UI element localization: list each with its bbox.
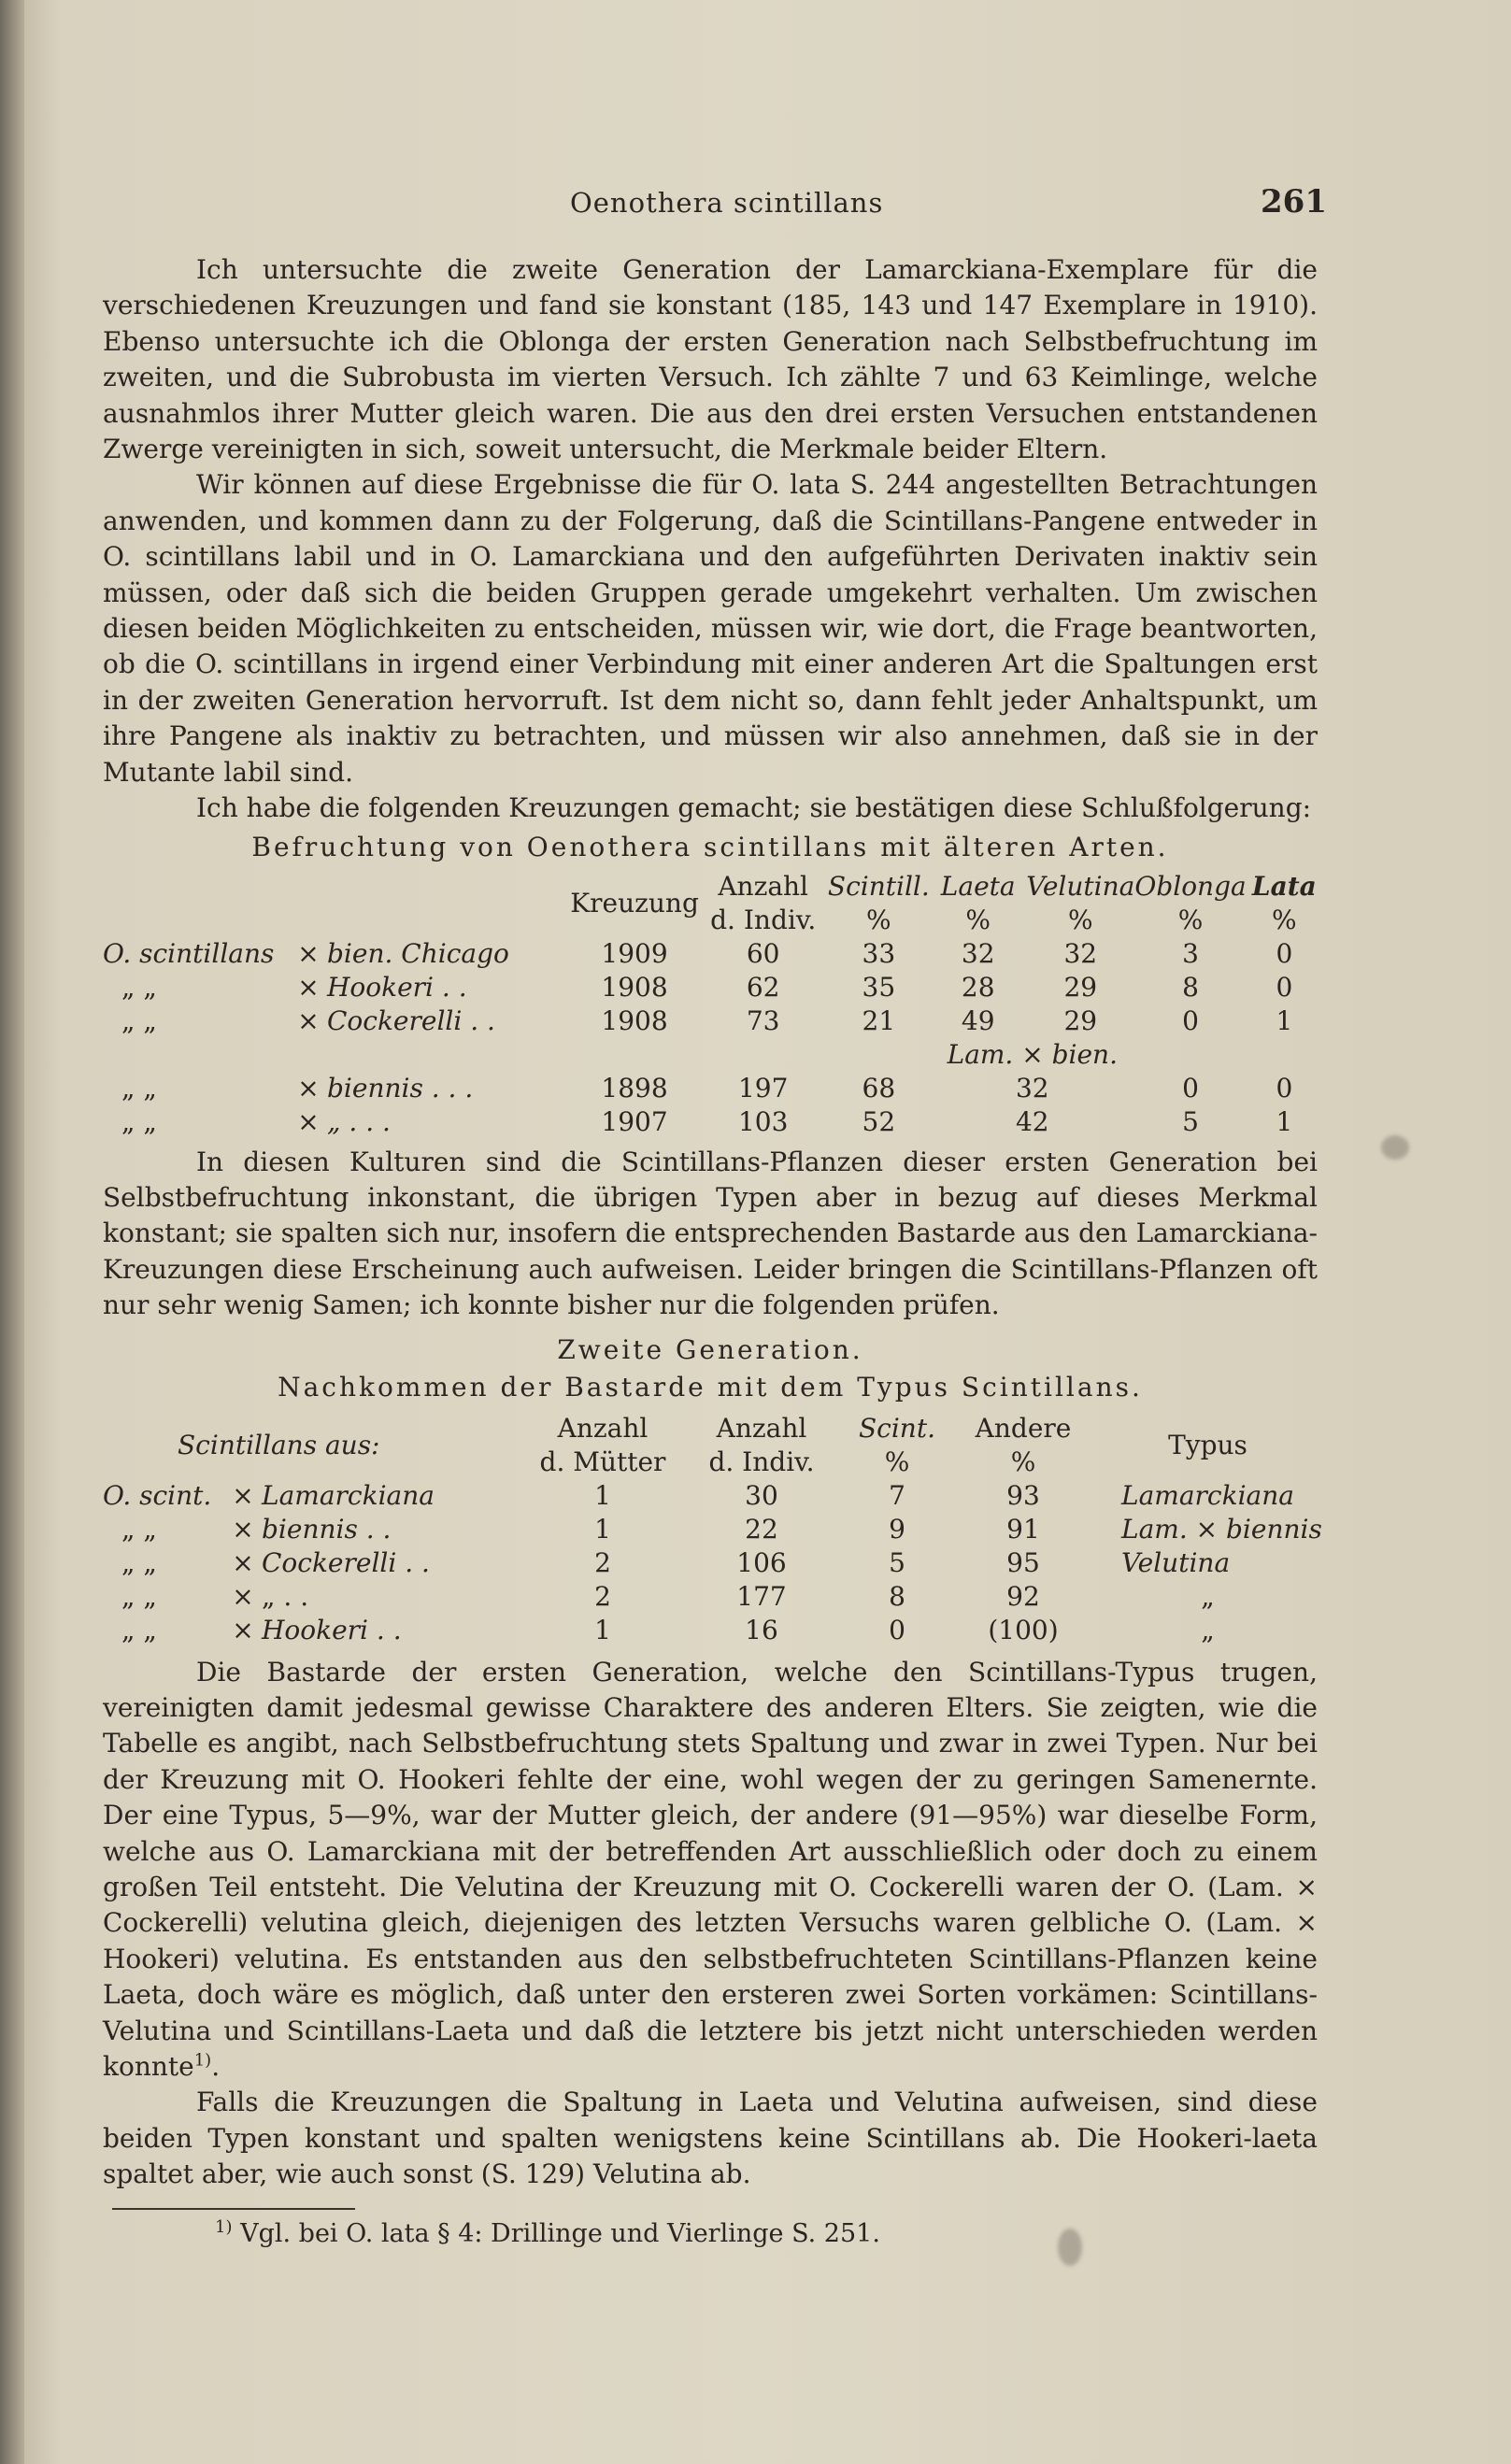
paragraph-5 [103, 1655, 1318, 2086]
row-laeta: 49 [961, 1004, 995, 1036]
row-n: 62 [746, 971, 780, 1003]
header-anzahl: Anzahl [716, 1412, 807, 1444]
table-row [103, 1614, 1322, 1647]
row-mother: „ „ [121, 1580, 157, 1612]
row-father: „ . . [262, 1580, 309, 1612]
row-typus: Lamarckiana [1121, 1479, 1294, 1511]
header-velutina: Velutina [1026, 870, 1135, 902]
header-scint-aus: Scintillans aus: [178, 1429, 380, 1460]
row-velutina: 32 [1063, 937, 1098, 969]
row-typus: Velutina [1121, 1546, 1231, 1578]
paragraph-4: In diesen Kulturen sind die Scintillans-Pflanzen dieser ersten Generation bei Selbstbefruchtung inkonstant, die übrigen Typen aber in bezug auf dieses Merkmal konstant; sie spalten sich nur, insofern die entsprechenden Bastarde aus den Lamarckiana-Kreuzungen diese Erscheinung auch aufweisen. Leider bringen die Scintillans-Pflanzen oft nur sehr wenig Samen; ich konnte bisher nur die folgenden prüfen. [103, 1146, 1318, 1321]
header-anzahl: Anzahl [557, 1412, 649, 1444]
header-laeta: Laeta [940, 870, 1016, 902]
table-row [103, 1004, 1322, 1038]
row-lata: 0 [1276, 937, 1293, 969]
cross-symbol: × [297, 1004, 320, 1036]
header-lata: Lata [1251, 870, 1317, 902]
row-father: Cockerelli . . [262, 1546, 430, 1578]
row-father: Cockerelli . . [327, 1004, 495, 1036]
row-scint: 7 [889, 1479, 905, 1511]
header-scint: Scint. [858, 1412, 935, 1444]
row-scint: 33 [862, 937, 896, 969]
row-mother: „ „ [121, 971, 157, 1003]
row-scint: 5 [889, 1546, 905, 1578]
row-andere: 91 [1006, 1513, 1040, 1545]
header-indiv: d. Indiv. [710, 904, 817, 935]
row-indiv: 22 [745, 1513, 778, 1545]
table1-subheader-row [103, 904, 1322, 937]
footnote-text: Vgl. bei O. lata § 4: Drillinge und Vierlinge S. 251. [240, 2218, 880, 2248]
row-oblonga: 0 [1182, 1072, 1199, 1104]
paragraph-1: Ich untersuchte die zweite Generation der Lamarckiana-Exemplare für die verschiedenen Kreuzungen und fand sie konstant (185, 143 und 147 Exemplare in 1910). Ebenso untersuchte ich die Oblonga der ersten Generation nach Selbstbefruchtung im zweiten, und die Subrobusta im vierten Versuch. Ich zählte 7 und 63 Keimlinge, welche ausnahmlos ihrer Mutter gleich waren. Die aus den drei ersten Versuchen entstandenen Zwerge vereinigten in sich, soweit untersucht, die Merkmale beider Eltern. [103, 254, 1318, 465]
row-mother: „ „ [121, 1072, 157, 1104]
cross-symbol: × [232, 1546, 254, 1578]
cross-symbol: × [232, 1513, 254, 1545]
table-row [103, 1072, 1322, 1105]
row-andere: 95 [1006, 1546, 1040, 1578]
running-title: Oenothera scintillans [570, 187, 884, 219]
row-father: bien. Chicago [327, 937, 509, 969]
row-oblonga: 8 [1182, 971, 1199, 1003]
row-n: 60 [746, 937, 780, 969]
table-row [103, 1479, 1322, 1513]
book-spine-shadow [0, 0, 24, 2464]
row-mother: „ „ [121, 1614, 157, 1645]
table-row [103, 1105, 1322, 1139]
row-scint: 8 [889, 1580, 905, 1612]
header-typus: Typus [1168, 1429, 1247, 1460]
row-indiv: 30 [745, 1479, 778, 1511]
row-n: 73 [746, 1004, 780, 1036]
table1-header-row [103, 870, 1322, 904]
cross-symbol: × [297, 1105, 320, 1137]
row-typus: „ [1201, 1580, 1215, 1612]
header-andere: Andere [975, 1412, 1072, 1444]
table-row [103, 937, 1322, 971]
cross-symbol: × [297, 1072, 320, 1104]
row-lata: 0 [1276, 971, 1293, 1003]
table-crosses-first-generation [103, 870, 1322, 1139]
paragraph-6: Falls die Kreuzungen die Spaltung in Laeta und Velutina aufweisen, sind diese beiden Typen konstant und spalten wenigstens keine Scintillans ab. Die Hookeri-laeta spaltet aber, wie auch sonst (S. 129) Velutina ab. [103, 2087, 1318, 2190]
table2-header-row [103, 1412, 1322, 1446]
table-row [103, 1546, 1322, 1580]
paragraph-2: Wir können auf diese Ergebnisse die für O. lata S. 244 angestellten Betrachtungen anwenden, und kommen dann zu der Folgerung, daß die Scintillans-Pangene entweder in O. scintillans labil und in O. Lamarckiana und den aufgeführten Derivaten inaktiv sein müssen, oder daß sich die beiden Gruppen gerade umgekehrt verhalten. Um zwischen diesen beiden Möglichkeiten zu entscheiden, müssen wir, wie dort, die Frage beantworten, ob die O. scintillans in irgend einer Verbindung mit einer anderen Art die Spaltungen erst in der zweiten Generation hervorruft. Ist dem nicht so, dann fehlt jeder Anhaltspunkt, um ihre Pangene als inaktiv zu betrachten, und müssen wir also annehmen, daß sie in der Mutante labil sind. [103, 469, 1318, 788]
row-father: Hookeri . . [327, 971, 467, 1003]
row-andere: 92 [1006, 1580, 1040, 1612]
row-year: 1908 [601, 971, 668, 1003]
table-row [103, 1580, 1322, 1614]
page-number: 261 [1261, 183, 1327, 221]
row-oblonga: 3 [1182, 937, 1199, 969]
header-pct: % [884, 1446, 910, 1477]
header-muetter: d. Mütter [539, 1446, 666, 1477]
row-muetter: 2 [594, 1580, 611, 1612]
footnote-mark: 1) [215, 2216, 233, 2237]
row-oblonga: 5 [1182, 1105, 1199, 1137]
table2-caption-1: Zweite Generation. [557, 1333, 863, 1365]
paragraph-5-tail: . [211, 2051, 221, 2082]
header-pct: % [1010, 1446, 1036, 1477]
row-mother: „ „ [121, 1546, 157, 1578]
row-scint: 21 [862, 1004, 896, 1036]
row-scint: 35 [862, 971, 896, 1003]
row-indiv: 16 [745, 1614, 778, 1645]
row-laeta: 32 [961, 937, 995, 969]
table-second-generation [103, 1412, 1322, 1647]
row-lata: 0 [1276, 1072, 1293, 1104]
header-pct: % [965, 904, 991, 935]
row-lata: 1 [1276, 1105, 1293, 1137]
paragraph-3: Ich habe die folgenden Kreuzungen gemacht; sie bestätigen diese Schlußfolgerung: [196, 792, 1312, 824]
row-father: biennis . . . [327, 1072, 474, 1104]
ink-smudge [1381, 1135, 1409, 1160]
row-andere: (100) [988, 1614, 1059, 1645]
page-header [103, 178, 1327, 234]
table2-caption-2: Nachkommen der Bastarde mit dem Typus Scintillans. [278, 1371, 1143, 1403]
row-muetter: 1 [594, 1513, 611, 1545]
row-velutina: 29 [1063, 971, 1098, 1003]
row-scint: 68 [862, 1072, 896, 1104]
row-year: 1909 [601, 937, 668, 969]
header-lam-bien: Lam. × bien. [947, 1038, 1118, 1070]
footnote-divider [112, 2208, 355, 2210]
header-pct: % [1067, 904, 1093, 935]
table1-caption: Befruchtung von Oenothera scintillans mit älteren Arten. [251, 831, 1169, 862]
page-content [103, 178, 1327, 2251]
row-lam-bien: 32 [1015, 1072, 1049, 1104]
table1-lam-bien-subheader [103, 1038, 1322, 1072]
row-scint: 9 [889, 1513, 905, 1545]
row-oblonga: 0 [1182, 1004, 1199, 1036]
header-indiv: d. Indiv. [708, 1446, 815, 1477]
header-pct: % [1177, 904, 1204, 935]
header-pct: % [1272, 904, 1297, 935]
row-father: biennis . . [262, 1513, 392, 1545]
row-andere: 93 [1006, 1479, 1040, 1511]
row-laeta: 28 [961, 971, 995, 1003]
header-anzahl: Anzahl [718, 870, 809, 902]
cross-symbol: × [232, 1614, 254, 1645]
row-scint: 0 [889, 1614, 905, 1645]
row-velutina: 29 [1063, 1004, 1098, 1036]
row-muetter: 1 [594, 1614, 611, 1645]
cross-symbol: × [297, 937, 320, 969]
row-year: 1907 [601, 1105, 668, 1137]
row-year: 1908 [601, 1004, 668, 1036]
row-year: 1898 [601, 1072, 668, 1104]
cross-symbol: × [232, 1580, 254, 1612]
row-muetter: 2 [594, 1546, 611, 1578]
row-typus: Lam. × biennis [1121, 1513, 1322, 1545]
table-row [103, 1513, 1322, 1546]
row-mother: „ „ [121, 1513, 157, 1545]
row-indiv: 106 [736, 1546, 787, 1578]
row-n: 197 [737, 1072, 789, 1104]
header-kreuzung: Kreuzung [570, 887, 699, 919]
row-typus: „ [1201, 1614, 1215, 1645]
row-father: „ . . . [327, 1105, 391, 1137]
row-n: 103 [737, 1105, 789, 1137]
row-mother: „ „ [121, 1004, 157, 1036]
row-father: Lamarckiana [262, 1479, 435, 1511]
footnote-reference[interactable]: 1) [193, 2050, 212, 2071]
header-oblonga: Oblonga [1134, 870, 1247, 902]
row-scint: 52 [862, 1105, 896, 1137]
cross-symbol: × [232, 1479, 254, 1511]
row-mother: O. scintillans [103, 937, 275, 969]
row-mother: „ „ [121, 1105, 157, 1137]
row-father: Hookeri . . [262, 1614, 402, 1645]
row-indiv: 177 [736, 1580, 787, 1612]
header-scintill: Scintill. [827, 870, 930, 902]
table-row [103, 971, 1322, 1004]
row-lam-bien: 42 [1015, 1105, 1049, 1137]
row-muetter: 1 [594, 1479, 611, 1511]
cross-symbol: × [297, 971, 320, 1003]
header-pct: % [866, 904, 891, 935]
row-mother: O. scint. [103, 1479, 212, 1511]
footnote [103, 2217, 1318, 2251]
paragraph-5-text: Die Bastarde der ersten Generation, welche den Scintillans-Typus trugen, vereinigten damit jedesmal gewisse Charaktere des anderen Elters. Sie zeigten, wie die Tabelle es angibt, nach Selbstbefruchtung stets Spaltung und zwar in zwei Typen. Nur bei der Kreuzung mit O. Hookeri fehlte der eine, wohl wegen der zu geringen Samenernte. Der eine Typus, 5—9%, war der Mutter gleich, der andere (91—95%) war dieselbe Form, welche aus O. Lamarckiana mit der betreffenden Art ausschließlich oder doch zu einem großen Teil entsteht. Die Velutina der Kreuzung mit O. Cockerelli waren der O. (Lam. × Cockerelli) velutina gleich, diejenigen des letzten Versuchs waren gelbliche O. (Lam. × Hookeri) velutina. Es entstanden aus den selbstbefruchteten Scintillans-Pflanzen keine Laeta, doch wäre es möglich, daß unter den ersteren zwei Sorten vorkämen: Scintillans-Velutina und Scintillans-Laeta und daß die letztere bis jetzt nicht unterschieden werden konnte [103, 1656, 1318, 2082]
row-lata: 1 [1276, 1004, 1293, 1036]
